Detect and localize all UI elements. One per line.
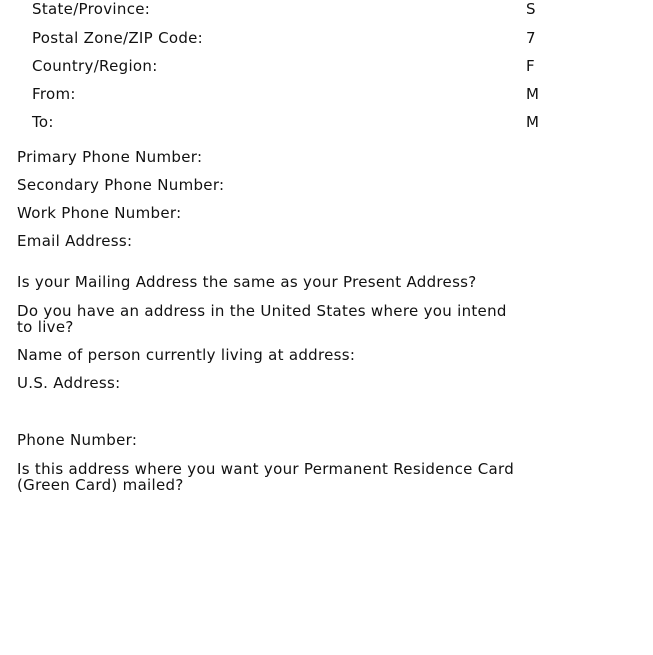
- mailing-same-question: Is your Mailing Address the same as your Present Address?: [17, 273, 477, 291]
- country-region-row: [0, 57, 653, 77]
- to-date-row: [0, 113, 653, 133]
- state-province-value: S: [526, 0, 536, 18]
- secondary-phone-label: Secondary Phone Number:: [17, 176, 225, 194]
- phone-number-row: [0, 431, 653, 451]
- work-phone-row: [0, 204, 653, 224]
- us-address-label: U.S. Address:: [17, 374, 121, 392]
- country-region-value: F: [526, 57, 535, 75]
- person-name-label: Name of person currently living at address:: [17, 346, 356, 364]
- green-card-question-row: [0, 461, 653, 497]
- phone-number-label: Phone Number:: [17, 431, 138, 449]
- from-date-row: [0, 85, 653, 105]
- us-address-question: Do you have an address in the United States where you intend to live?: [17, 302, 507, 336]
- state-province-row: [0, 0, 653, 20]
- state-province-label: State/Province:: [32, 0, 151, 18]
- from-date-value: M: [526, 85, 540, 103]
- us-address-row: [0, 374, 653, 394]
- primary-phone-label: Primary Phone Number:: [17, 148, 203, 166]
- email-label: Email Address:: [17, 232, 133, 250]
- postal-zone-row: [0, 29, 653, 49]
- work-phone-label: Work Phone Number:: [17, 204, 182, 222]
- to-date-label: To:: [32, 113, 54, 131]
- country-region-label: Country/Region:: [32, 57, 158, 75]
- to-date-value: M: [526, 113, 540, 131]
- primary-phone-row: [0, 148, 653, 168]
- email-row: [0, 232, 653, 252]
- person-name-row: [0, 346, 653, 366]
- postal-zone-value: 7: [526, 29, 536, 47]
- postal-zone-label: Postal Zone/ZIP Code:: [32, 29, 204, 47]
- green-card-question: Is this address where you want your Permanent Residence Card (Green Card) mailed?: [17, 460, 515, 494]
- us-address-question-row: [0, 303, 653, 339]
- secondary-phone-row: [0, 176, 653, 196]
- mailing-same-row: [0, 273, 653, 293]
- from-date-label: From:: [32, 85, 76, 103]
